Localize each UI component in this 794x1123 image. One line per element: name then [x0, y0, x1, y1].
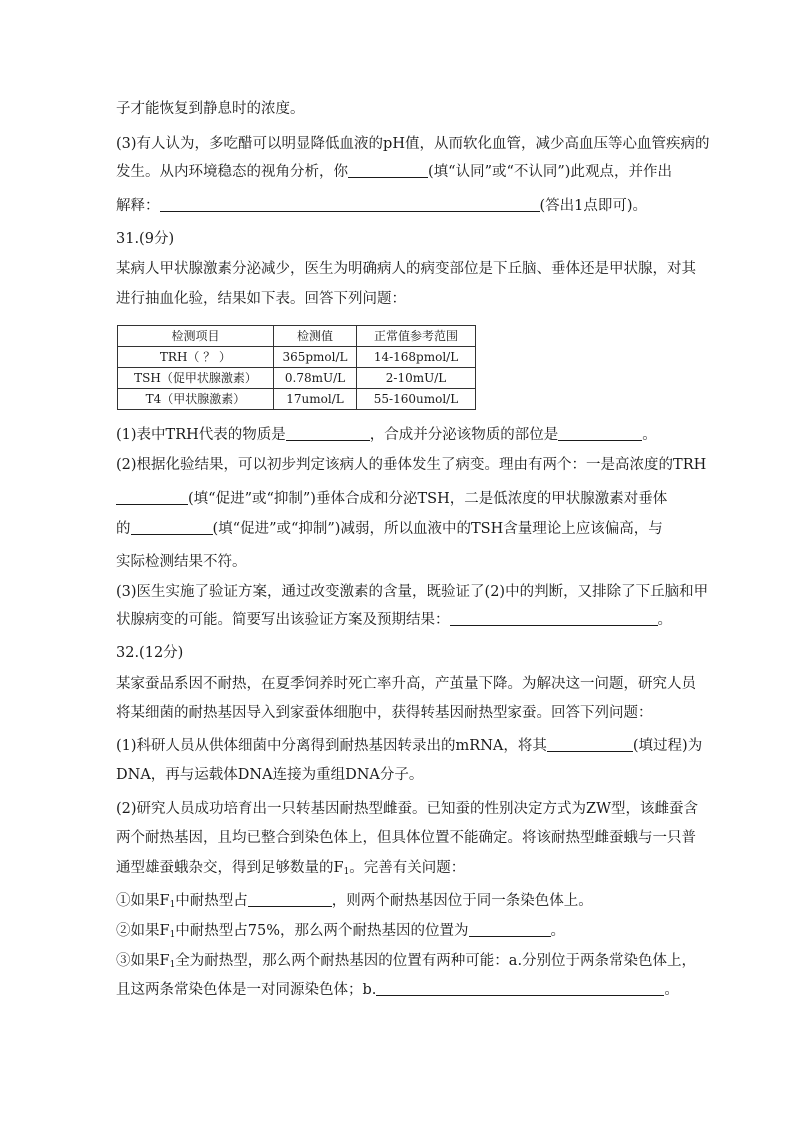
text-line — [116, 552, 247, 572]
subscript: 1 — [169, 900, 176, 910]
text-line — [116, 259, 696, 279]
question-32-2-text: 且这两条常染色体是一对同源染色体；b. — [116, 982, 377, 998]
table-cell: 17umol/L — [274, 389, 357, 410]
text-line — [116, 891, 593, 911]
answer-blank[interactable] — [450, 610, 658, 626]
table-header: 检测值 — [274, 326, 357, 347]
question-32-stem: 将某细菌的耐热基因导入到家蚕体细胞中，获得转基因耐热型家蚕。回答下列问题： — [116, 705, 653, 721]
answer-blank[interactable] — [131, 519, 213, 535]
text-line — [116, 765, 423, 785]
question-32-2-text: ②如果F — [116, 923, 170, 939]
question-32-2-text: 中耐热型占75%，那么两个耐热基因的位置为 — [175, 923, 469, 939]
text-line — [116, 162, 672, 182]
question-31-3-text: (3)医生实施了验证方案，通过改变激素的含量，既验证了(2)中的判断，又排除了下丘脑和甲 — [116, 584, 709, 600]
text-line — [116, 858, 465, 878]
question-32-2-text: 。 — [550, 923, 566, 939]
table-cell: T4（甲状腺激素） — [118, 389, 274, 410]
question-31-1-text: ，合成并分泌该物质的部位是 — [369, 427, 559, 443]
text-line — [116, 582, 708, 602]
text-line — [116, 196, 647, 216]
question-3-text: 发生。从内环境稳态的视角分析，你 — [116, 164, 348, 180]
question-32-2-text: ③如果F — [116, 953, 170, 969]
table-cell: TSH（促甲状腺激素） — [118, 368, 274, 389]
table-cell: TRH（ ？ ） — [118, 347, 274, 368]
text-line — [116, 229, 174, 249]
question-32-1-text: DNA，再与运载体DNA连接为重组DNA分子。 — [116, 767, 424, 783]
table-cell: 365pmol/L — [274, 347, 357, 368]
question-32-2-text: 通型雄蚕蛾杂交，得到足够数量的F — [116, 860, 344, 876]
text-line — [116, 980, 679, 1000]
subscript: 1 — [343, 867, 350, 877]
text-line — [116, 519, 663, 539]
text-line — [116, 828, 696, 848]
text-line — [116, 289, 406, 309]
question-32-heading: 32.(12分) — [116, 645, 184, 661]
question-32-2-text: ，则两个耐热基因位于同一条染色体上。 — [331, 893, 593, 909]
question-31-3-text: 。 — [657, 612, 672, 628]
text-line — [116, 951, 696, 971]
text-line — [116, 799, 698, 819]
text-line — [116, 921, 565, 941]
table-cell: 55-160umol/L — [357, 389, 476, 410]
subscript: 1 — [169, 960, 176, 970]
question-31-3-text: 状腺病变的可能。简要写出该验证方案及预期结果： — [116, 612, 450, 628]
question-32-2-text: 中耐热型占 — [175, 893, 248, 909]
table-cell: 0.78mU/L — [274, 368, 357, 389]
question-32-2-text: (2)研究人员成功培育出一只转基因耐热型雌蚕。已知蚕的性别决定方式为ZW型，该雌蚕含 — [116, 801, 699, 817]
question-3-text: (填“认同”或“不认同”)此观点，并作出 — [428, 164, 672, 180]
question-32-1-text: (填过程)为 — [632, 738, 703, 754]
question-31-2-text: 的 — [116, 521, 131, 537]
question-32-2-text: ①如果F — [116, 893, 170, 909]
question-31-2-text: 实际检测结果不符。 — [116, 554, 247, 570]
text-line — [116, 455, 706, 475]
table-row — [118, 347, 476, 368]
answer-blank[interactable] — [558, 425, 642, 441]
question-32-2-text: 。完善有关问题： — [349, 860, 466, 876]
question-3-text: 解释： — [116, 198, 160, 214]
table-header-row — [118, 326, 476, 347]
table-header: 检测项目 — [118, 326, 274, 347]
question-31-2-text: (填“促进”或“抑制”)垂体合成和分泌TSH，二是低浓度的甲状腺激素对垂体 — [188, 491, 668, 507]
answer-blank[interactable] — [286, 425, 370, 441]
question-3-text: (答出1点即可)。 — [539, 198, 648, 214]
answer-blank[interactable] — [469, 921, 551, 937]
answer-blank[interactable] — [160, 196, 540, 212]
text-line — [116, 674, 696, 694]
question-31-1-text: (1)表中TRH代表的物质是 — [116, 427, 286, 443]
question-31-1-text: 。 — [642, 427, 657, 443]
text-line — [116, 703, 653, 723]
table-header: 正常值参考范围 — [357, 326, 476, 347]
text-line — [116, 610, 672, 630]
text-line — [116, 643, 183, 663]
text-line — [116, 736, 702, 756]
question-32-2-text: 全为耐热型，那么两个耐热基因的位置有两种可能：a.分别位于两条常染色体上， — [175, 953, 697, 969]
text-line — [116, 489, 667, 509]
answer-blank[interactable] — [547, 736, 633, 752]
table-row — [118, 368, 476, 389]
answer-blank[interactable] — [116, 489, 188, 505]
question-3-text: (3)有人认为，多吃醋可以明显降低血液的pH值，从而软化血管，减少高血压等心血管疾病的 — [116, 136, 710, 152]
question-32-2-text: 两个耐热基因，且均已整合到染色体上，但具体位置不能确定。将该耐热型雌蚕蛾与一只普 — [116, 830, 696, 846]
subscript: 1 — [169, 930, 176, 940]
table-cell: 14-168pmol/L — [357, 347, 476, 368]
question-32-1-text: (1)科研人员从供体细菌中分离得到耐热基因转录出的mRNA，将其 — [116, 738, 547, 754]
question-31-stem: 某病人甲状腺激素分泌减少，医生为明确病人的病变部位是下丘脑、垂体还是甲状腺，对其 — [116, 261, 696, 277]
table-cell: 2-10mU/L — [357, 368, 476, 389]
question-31-2-text: (2)根据化验结果，可以初步判定该病人的垂体发生了病变。理由有两个：一是高浓度的TRH — [116, 457, 707, 473]
question-31-2-text: (填“促进”或“抑制”)减弱，所以血液中的TSH含量理论上应该偏高，与 — [212, 521, 663, 537]
table-row — [118, 389, 476, 410]
text-line — [116, 134, 709, 154]
answer-blank[interactable] — [348, 162, 428, 178]
text-line — [116, 99, 305, 119]
question-32-stem: 某家蚕品系因不耐热，在夏季饲养时死亡率升高，产茧量下降。为解决这一问题，研究人员 — [116, 676, 696, 692]
lab-results-table — [117, 325, 476, 410]
text-line — [116, 425, 657, 445]
question-31-heading: 31.(9分) — [116, 231, 175, 247]
question-31-stem: 进行抽血化验，结果如下表。回答下列问题： — [116, 291, 406, 307]
question-32-2-text: 。 — [664, 982, 679, 998]
answer-blank[interactable] — [248, 891, 332, 907]
answer-blank[interactable] — [376, 980, 664, 996]
continuation-text: 子才能恢复到静息时的浓度。 — [116, 101, 305, 117]
